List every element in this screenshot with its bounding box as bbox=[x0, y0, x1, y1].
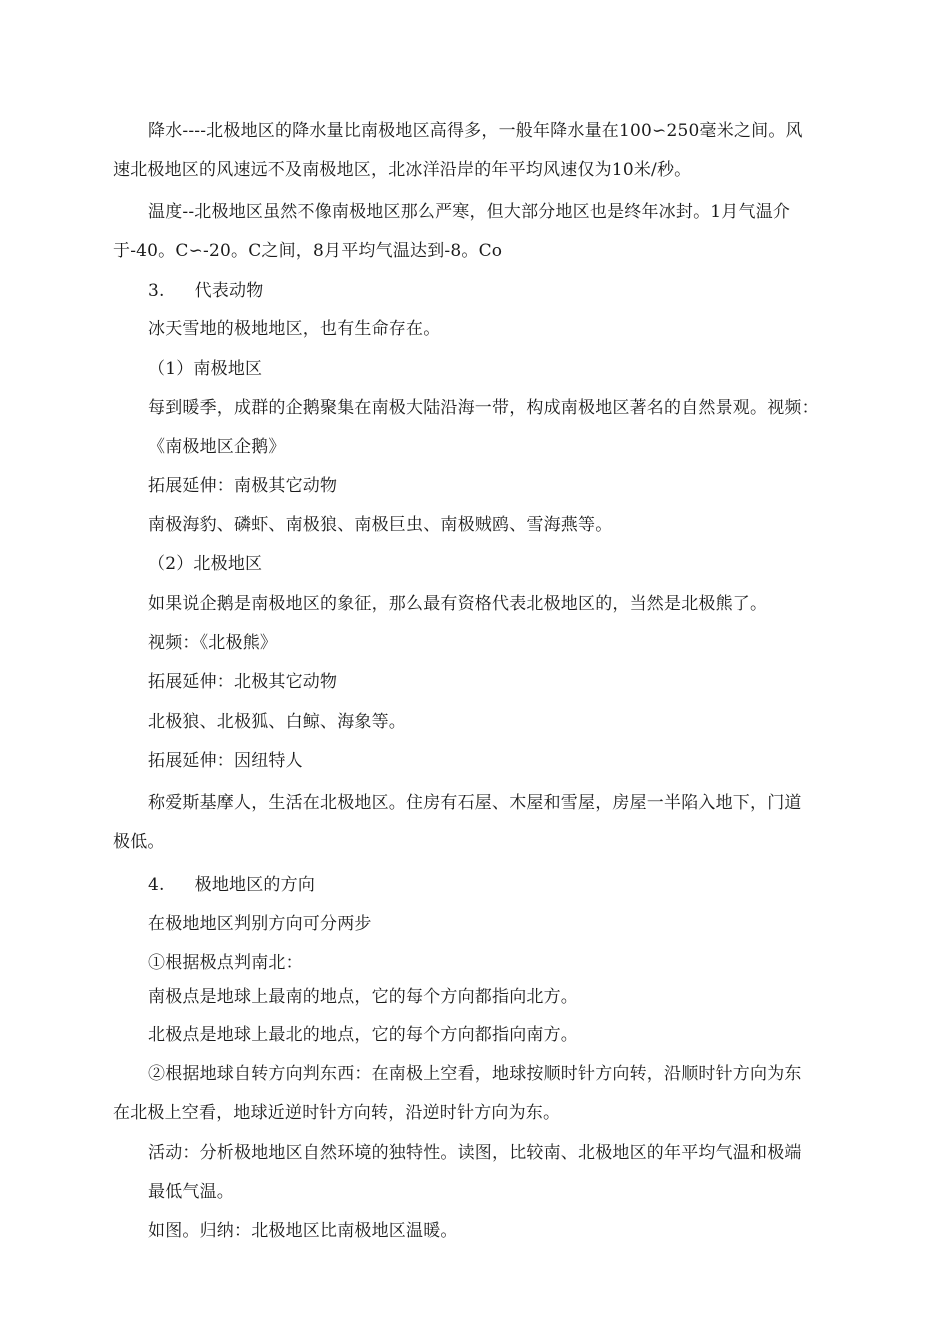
text-line: 如果说企鹅是南极地区的象征，那么最有资格代表北极地区的，当然是北极熊了。 bbox=[148, 594, 768, 614]
subsection-heading: （1）南极地区 bbox=[148, 359, 263, 379]
text-line: 北极点是地球上最北的地点，它的每个方向都指向南方。 bbox=[148, 1025, 578, 1045]
text-line: 降水----北极地区的降水量比南极地区高得多，一般年降水量在100∽250毫米之间。风 bbox=[148, 121, 803, 141]
text-line: 在北极上空看，地球近逆时针方向转，沿逆时针方向为东。 bbox=[113, 1103, 561, 1123]
text-line: 活动：分析极地地区自然环境的独特性。读图，比较南、北极地区的年平均气温和极端 bbox=[148, 1143, 802, 1163]
text-line: 速北极地区的风速远不及南极地区，北冰洋沿岸的年平均风速仅为10米/秒。 bbox=[113, 160, 692, 180]
section-title: 代表动物 bbox=[194, 281, 264, 301]
text-line: 南极海豹、磷虾、南极狼、南极巨虫、南极贼鸥、雪海燕等。 bbox=[148, 515, 613, 535]
section-number: 3. bbox=[148, 281, 165, 301]
section-title: 极地地区的方向 bbox=[194, 875, 316, 895]
text-line: 如图。归纳：北极地区比南极地区温暖。 bbox=[148, 1221, 458, 1241]
text-line: 温度--北极地区虽然不像南极地区那么严寒，但大部分地区也是终年冰封。1月气温介 bbox=[148, 202, 791, 222]
text-line: 南极点是地球上最南的地点，它的每个方向都指向北方。 bbox=[148, 987, 578, 1007]
text-line: 拓展延伸：因纽特人 bbox=[148, 751, 303, 771]
text-line: 称爱斯基摩人，生活在北极地区。住房有石屋、木屋和雪屋，房屋一半陷入地下，门道 bbox=[148, 793, 802, 813]
text-line: 拓展延伸：南极其它动物 bbox=[148, 476, 338, 496]
text-line: 视频：《北极熊》 bbox=[148, 633, 278, 653]
subsection-heading: （2）北极地区 bbox=[148, 554, 263, 574]
text-line: 《南极地区企鹅》 bbox=[148, 437, 286, 457]
section-heading bbox=[148, 874, 315, 896]
text-line: 拓展延伸：北极其它动物 bbox=[148, 672, 338, 692]
text-line: 在极地地区判别方向可分两步 bbox=[148, 914, 372, 934]
text-line: 极低。 bbox=[113, 832, 165, 852]
text-line: 每到暖季，成群的企鹅聚集在南极大陆沿海一带，构成南极地区著名的自然景观。视频： bbox=[148, 398, 819, 418]
section-number: 4. bbox=[148, 875, 165, 895]
text-line: 北极狼、北极狐、白鲸、海象等。 bbox=[148, 712, 406, 732]
section-heading bbox=[148, 280, 263, 302]
text-line: 最低气温。 bbox=[148, 1182, 234, 1202]
text-line: 于-40。C∽-20。C之间，8月平均气温达到-8。Co bbox=[113, 241, 503, 261]
text-line: 冰天雪地的极地地区，也有生命存在。 bbox=[148, 319, 441, 339]
text-line: ①根据极点判南北： bbox=[148, 953, 303, 973]
text-line: ②根据地球自转方向判东西：在南极上空看，地球按顺时针方向转，沿顺时针方向为东 bbox=[148, 1064, 802, 1084]
